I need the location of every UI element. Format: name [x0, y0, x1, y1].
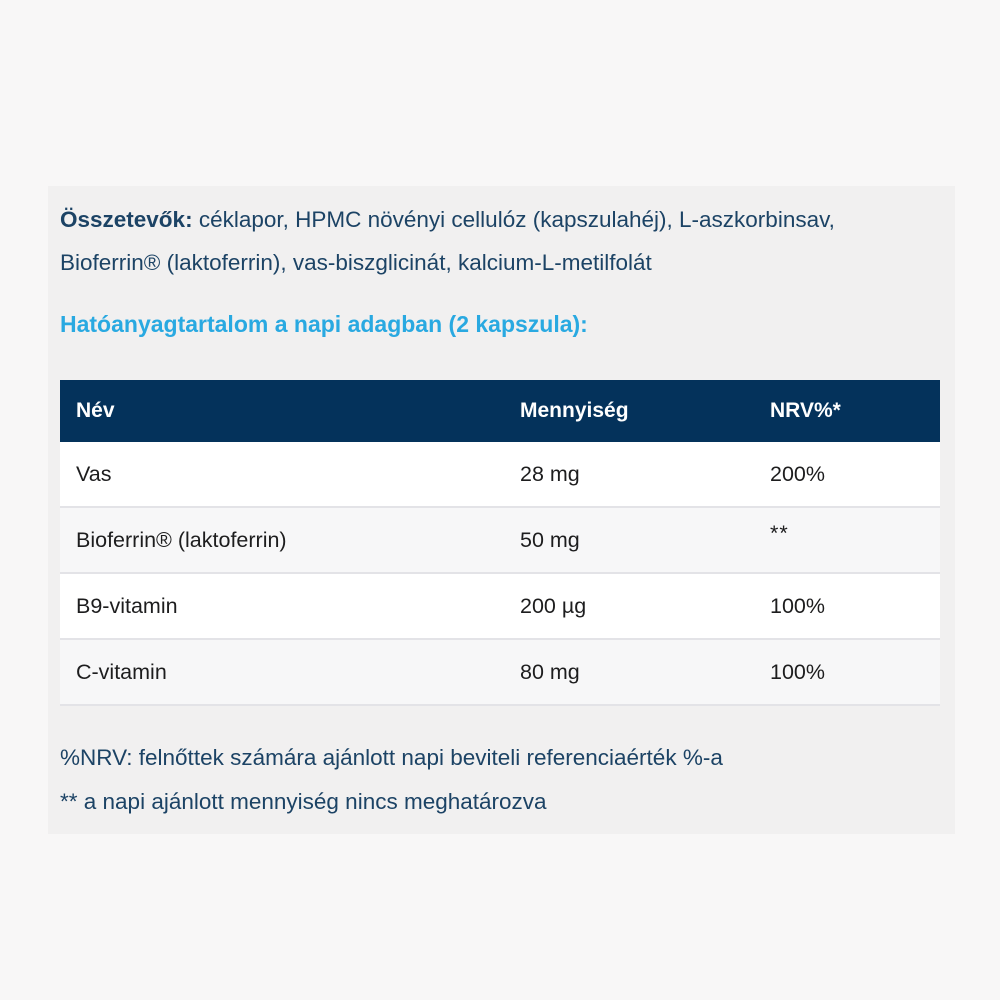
table-row	[60, 574, 940, 640]
footnotes-block	[60, 736, 943, 824]
column-header-amount: Mennyiség	[520, 399, 629, 422]
ingredients-paragraph	[60, 198, 940, 284]
table-row	[60, 640, 940, 706]
nutrition-table	[60, 380, 940, 706]
cell-name: Bioferrin® (laktoferrin)	[76, 527, 287, 552]
cell-name: C-vitamin	[76, 659, 167, 684]
product-info-panel	[48, 186, 955, 834]
table-row	[60, 442, 940, 508]
cell-name: Vas	[76, 461, 112, 486]
cell-amount: 200 µg	[520, 593, 587, 618]
cell-amount: 28 mg	[520, 461, 580, 486]
ingredients-text: céklapor, HPMC növényi cellulóz (kapszulahéj), L-aszkorbinsav, Bioferrin® (laktoferrin), vas-biszglicinát, kalcium-L-metilfolát	[60, 207, 835, 275]
double-asterisk-marker: **	[770, 520, 789, 545]
table-header-row	[60, 380, 940, 442]
nrv-footnote: %NRV: felnőttek számára ajánlott napi beviteli referenciaérték %-a	[60, 745, 723, 770]
cell-amount: 50 mg	[520, 527, 580, 552]
cell-nrv: 100%	[770, 593, 825, 618]
table-row	[60, 508, 940, 574]
cell-nrv: 100%	[770, 659, 825, 684]
asterisk-footnote: ** a napi ajánlott mennyiség nincs meghatározva	[60, 789, 547, 814]
cell-amount: 80 mg	[520, 659, 580, 684]
cell-name: B9-vitamin	[76, 593, 178, 618]
column-header-name: Név	[76, 399, 115, 422]
active-ingredients-heading: Hatóanyagtartalom a napi adagban (2 kapszula):	[60, 311, 588, 337]
cell-nrv: 200%	[770, 461, 825, 486]
cell-nrv	[770, 520, 940, 553]
column-header-nrv: NRV%*	[770, 399, 841, 422]
ingredients-label: Összetevők:	[60, 207, 193, 232]
